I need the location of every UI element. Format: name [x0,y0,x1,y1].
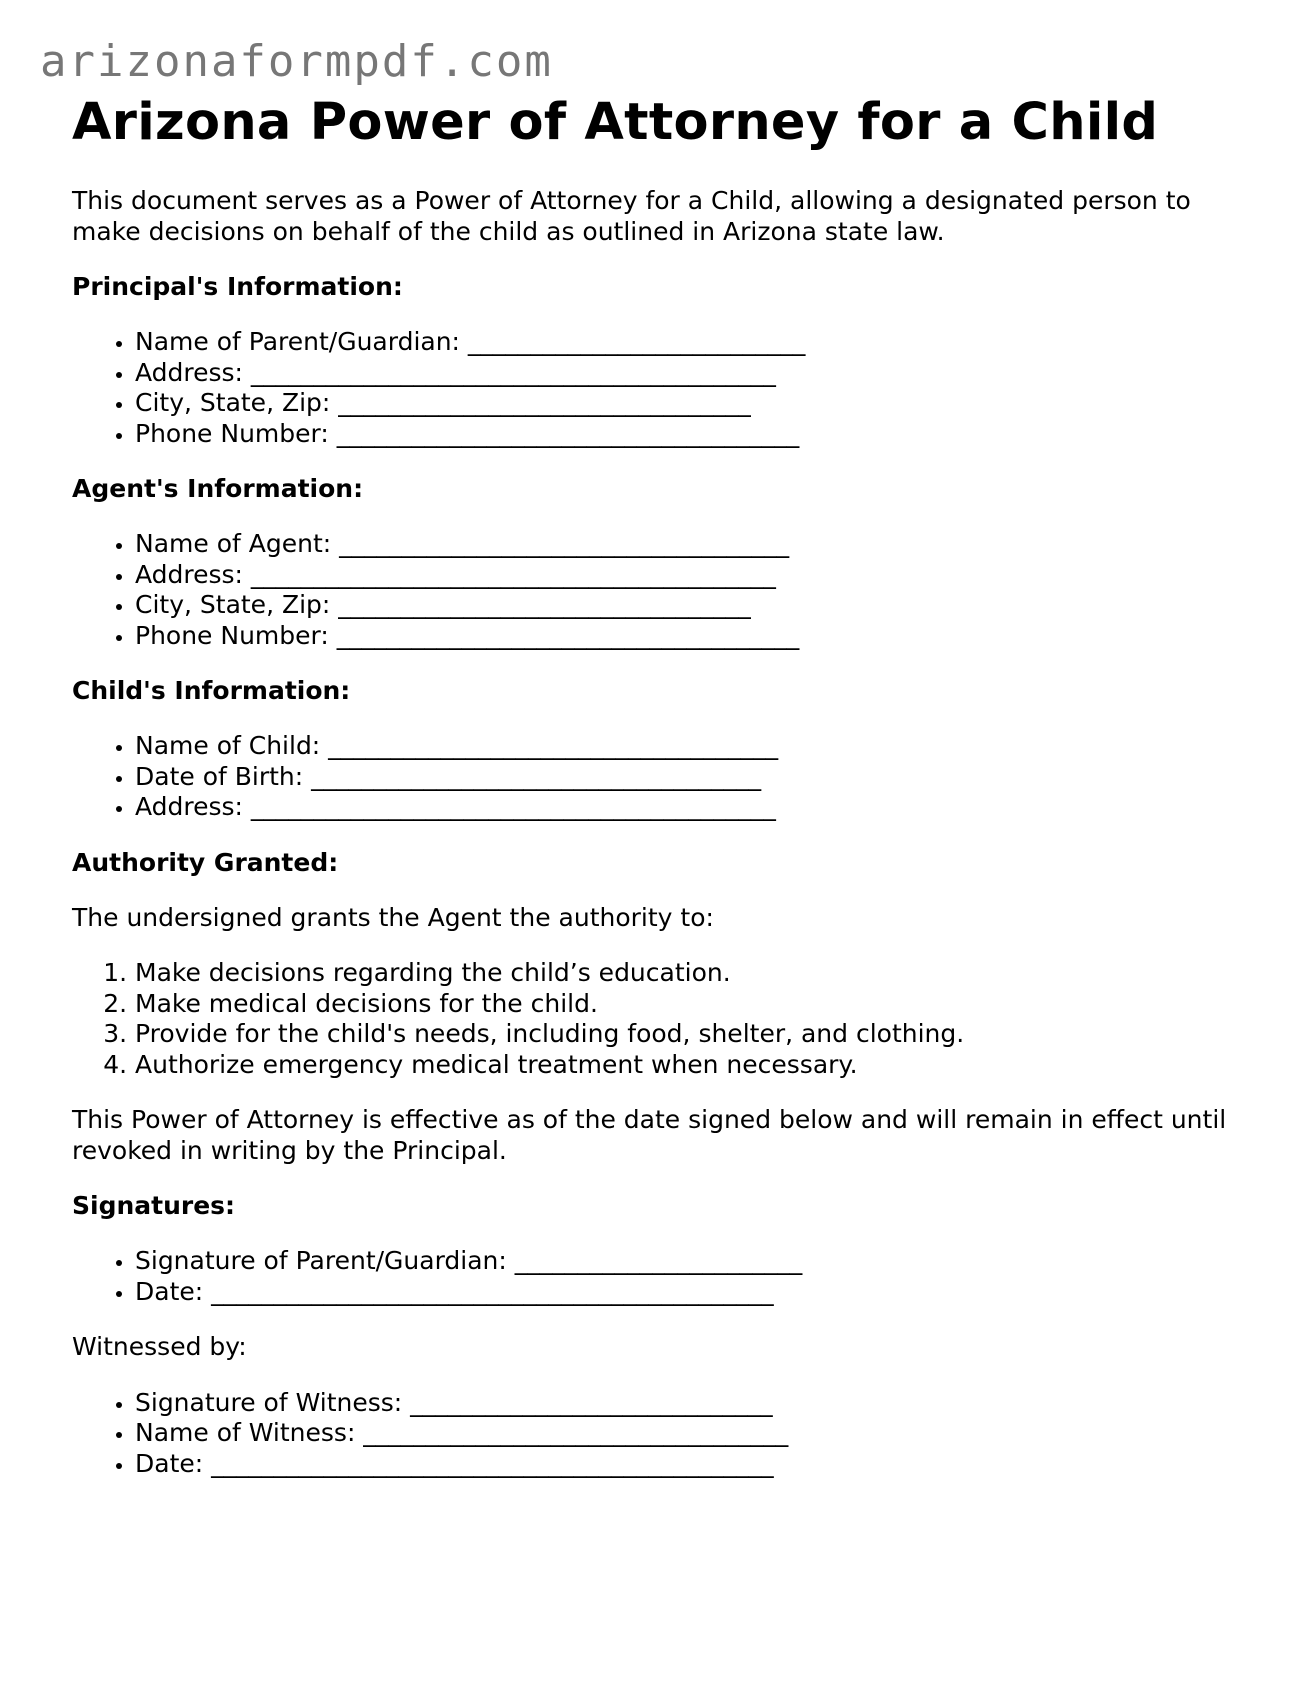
child-fields [72,731,1252,823]
document-body [72,92,1252,1504]
agent-name-field: • Name of Agent: ____________________________________ [135,529,1252,560]
parent-date-field: • Date: _____________________________________________ [135,1277,1252,1308]
witness-fields [72,1388,1252,1480]
witness-lead: Witnessed by: [72,1332,247,1361]
signatures-heading: Signatures: [72,1191,236,1220]
intro-paragraph: This document serves as a Power of Attorney for a Child, allowing a designated person to make decisions on behalf of the child as outlined in Arizona state law. [72,186,1191,246]
principal-fields [72,327,1252,449]
principal-name-field: • Name of Parent/Guardian: ___________________________ [135,327,1252,358]
agent-address-field: • Address: __________________________________________ [135,560,1252,591]
authority-item-education: 1. Make decisions regarding the child’s education. [135,958,1252,989]
agent-fields [72,529,1252,651]
principal-address-field: • Address: __________________________________________ [135,358,1252,389]
agent-phone-field: • Phone Number: _____________________________________ [135,621,1252,652]
principal-city-field: • City, State, Zip: _________________________________ [135,388,1252,419]
authority-lead: The undersigned grants the Agent the authority to: [72,902,714,932]
witness-date-field: • Date: _____________________________________________ [135,1449,1252,1480]
child-address-field: • Address: __________________________________________ [135,792,1252,823]
child-heading: Child's Information: [72,676,351,705]
site-watermark: arizonaformpdf.com [40,36,553,87]
effective-paragraph: This Power of Attorney is effective as of the date signed below and will remain in effect until revoked in writing by the Principal. [72,1105,1227,1165]
agent-city-field: • City, State, Zip: _________________________________ [135,590,1252,621]
authority-heading: Authority Granted: [72,847,339,877]
child-dob-field: • Date of Birth: ____________________________________ [135,762,1252,793]
document-title: Arizona Power of Attorney for a Child [72,93,1159,152]
authority-item-medical: 2. Make medical decisions for the child. [135,989,1252,1020]
signature-fields [72,1246,1252,1307]
authority-item-emergency: 4. Authorize emergency medical treatment when necessary. [135,1050,1252,1081]
child-name-field: • Name of Child: ____________________________________ [135,731,1252,762]
witness-name-field: • Name of Witness: __________________________________ [135,1418,1252,1449]
parent-signature-field: • Signature of Parent/Guardian: _______________________ [135,1246,1252,1277]
witness-signature-field: • Signature of Witness: _____________________________ [135,1388,1252,1419]
authority-list [72,958,1252,1080]
authority-item-needs: 3. Provide for the child's needs, including food, shelter, and clothing. [135,1019,1252,1050]
agent-heading: Agent's Information: [72,474,364,503]
principal-phone-field: • Phone Number: _____________________________________ [135,419,1252,450]
principal-heading: Principal's Information: [72,272,403,301]
